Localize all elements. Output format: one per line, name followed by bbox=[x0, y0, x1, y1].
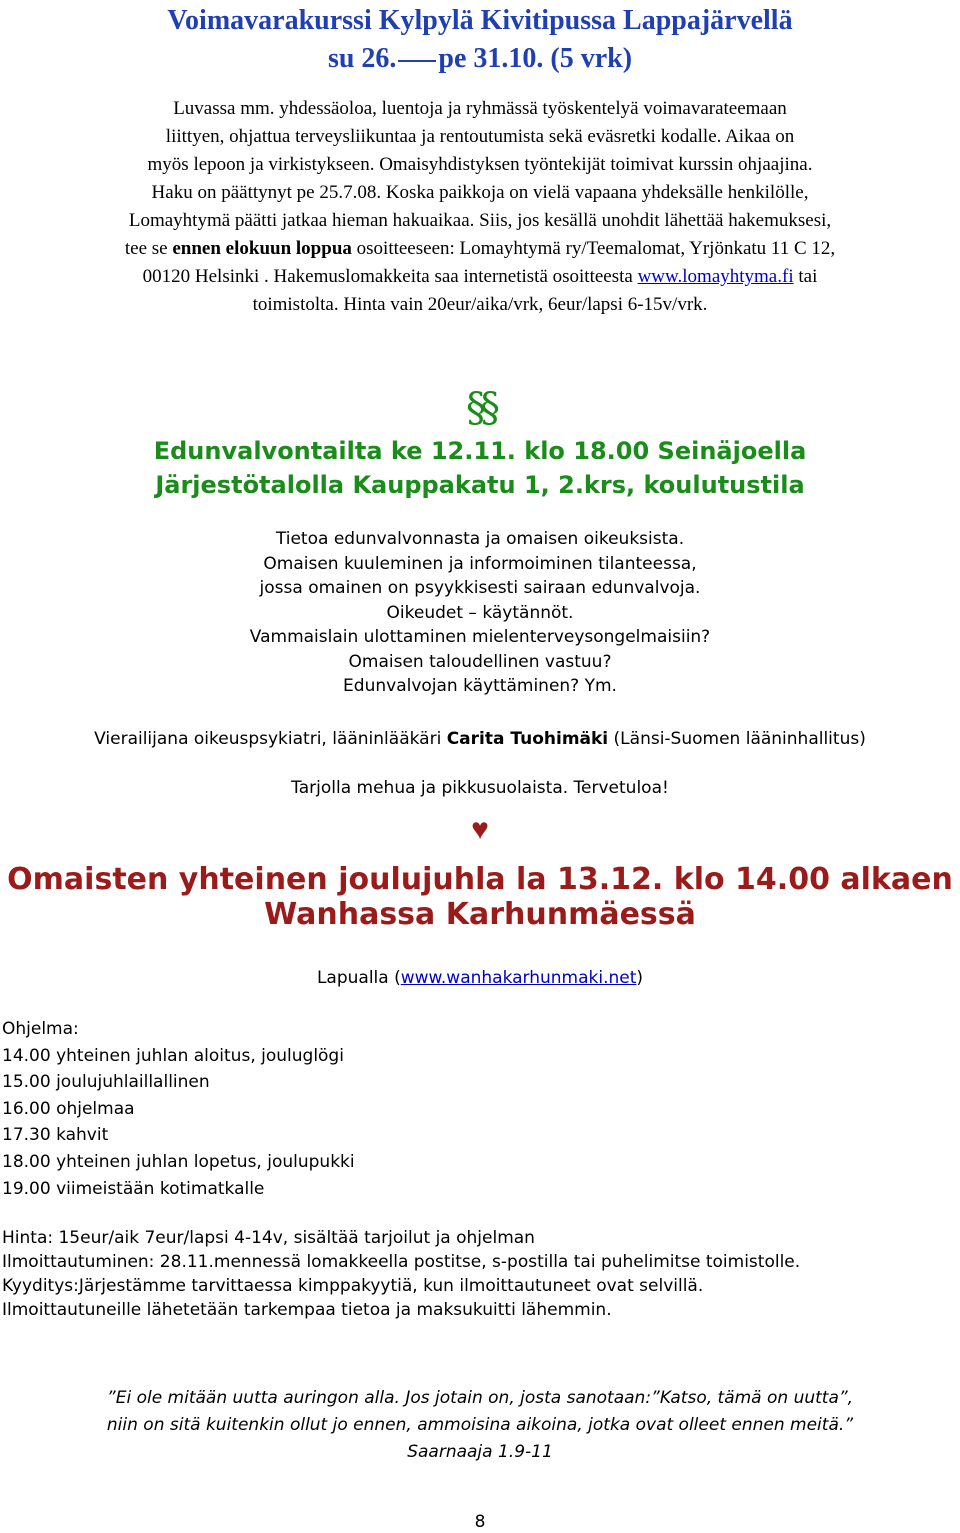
edunvalvonta-heading-line-1: Edunvalvontailta ke 12.11. klo 18.00 Seinäjoella bbox=[153, 437, 807, 465]
course-line-5: Lomayhtymä päätti jatkaa hieman hakuaikaa. Siis, jos kesällä unohdit lähettää hakemuksesi, bbox=[128, 210, 832, 231]
course-text: 00120 Helsinki . Hakemuslomakkeita saa internetistä osoitteesta bbox=[142, 266, 638, 287]
topic-line: Omaisen taloudellinen vastuu? bbox=[348, 651, 612, 672]
program-item: 19.00 viimeistään kotimatkalle bbox=[2, 1178, 265, 1199]
program-item: 18.00 yhteinen juhlan lopetus, joulupukki bbox=[2, 1151, 355, 1172]
price-line: Hinta: 15eur/aik 7eur/lapsi 4-14v, sisältää tarjoilut ja ohjelman bbox=[2, 1228, 535, 1248]
program-item: 17.30 kahvit bbox=[2, 1125, 109, 1146]
course-line-3: myös lepoon ja virkistykseen. Omaisyhdistyksen työntekijät toimivat kurssin ohjaajina. bbox=[147, 154, 813, 175]
refreshments-note: Tarjolla mehua ja pikkusuolaista. Tervetuloa! bbox=[291, 778, 669, 798]
quote-source: Saarnaaja 1.9-11 bbox=[407, 1442, 553, 1462]
course-line-7 bbox=[0, 263, 960, 291]
course-line-6 bbox=[0, 235, 960, 263]
event-details bbox=[2, 1226, 800, 1322]
joulujuhla-heading-line-2: Wanhassa Karhunmäessä bbox=[264, 897, 696, 932]
program-list bbox=[2, 1016, 355, 1202]
page-title bbox=[0, 2, 960, 78]
guest-name: Carita Tuohimäki bbox=[446, 729, 609, 749]
course-text: tai bbox=[793, 266, 818, 287]
program-item: 14.00 yhteinen juhlan aloitus, jouluglögi bbox=[2, 1045, 344, 1066]
topic-line: Omaisen kuuleminen ja informoiminen tilanteessa, bbox=[263, 553, 697, 574]
joulujuhla-heading bbox=[0, 862, 960, 932]
edunvalvonta-heading-line-2: Järjestötalolla Kauppakatu 1, 2.krs, koulutustila bbox=[155, 471, 805, 499]
topic-line: Tietoa edunvalvonnasta ja omaisen oikeuksista. bbox=[275, 529, 685, 549]
date-range-dash bbox=[398, 60, 436, 62]
topic-line: Oikeudet – käytännöt. bbox=[386, 602, 574, 623]
page-number: 8 bbox=[474, 1512, 486, 1532]
quote-line-2: niin on sitä kuitenkin ollut jo ennen, ammoisina aikoina, jotka ovat olleet ennen meitä.” bbox=[106, 1415, 854, 1435]
edunvalvonta-heading bbox=[0, 434, 960, 502]
venue-text: Lapualla ( bbox=[316, 968, 401, 988]
followup-line: Ilmoittautuneille lähetetään tarkempaa tietoa ja maksukuitti lähemmin. bbox=[2, 1300, 612, 1320]
topic-line: Vammaislain ulottaminen mielenterveysongelmaisiin? bbox=[249, 627, 711, 647]
title-line-2 bbox=[0, 40, 960, 78]
course-text: osoitteeseen: Lomayhtymä ry/Teemalomat, Yrjönkatu 11 C 12, bbox=[351, 238, 836, 259]
edunvalvonta-topics bbox=[0, 527, 960, 699]
ride-line: Kyyditys:Järjestämme tarvittaessa kimppakyytiä, kun ilmoittautuneet ovat selvillä. bbox=[2, 1276, 704, 1296]
lomayhtyma-link[interactable]: www.lomayhtyma.fi bbox=[637, 266, 794, 287]
guest-speaker bbox=[0, 727, 960, 752]
course-text: tee se bbox=[124, 238, 173, 259]
program-item: 16.00 ohjelmaa bbox=[2, 1098, 135, 1119]
guest-text: (Länsi-Suomen lääninhallitus) bbox=[608, 729, 866, 749]
program-item: 15.00 joulujuhlaillallinen bbox=[2, 1072, 210, 1093]
quote-line-1: ”Ei ole mitään uutta auringon alla. Jos jotain on, josta sanotaan:”Katso, tämä on uutta”, bbox=[106, 1388, 854, 1408]
registration-line: Ilmoittautuminen: 28.11.mennessä lomakkeella postitse, s-postilla tai puhelimitse toimistolle. bbox=[2, 1252, 801, 1272]
joulujuhla-heading-line-1: Omaisten yhteinen joulujuhla la 13.12. klo 14.00 alkaen bbox=[7, 862, 953, 897]
heart-icon: ♥ bbox=[471, 813, 489, 846]
topic-line: Edunvalvojan käyttäminen? Ym. bbox=[343, 676, 617, 696]
course-line-8: toimistolta. Hinta vain 20eur/aika/vrk, 6eur/lapsi 6-15v/vrk. bbox=[252, 294, 708, 315]
course-description bbox=[0, 95, 960, 319]
bible-quote bbox=[0, 1385, 960, 1466]
course-line-2: liittyen, ohjattua terveysliikuntaa ja rentoutumista sekä eväsretki kodalle. Aikaa on bbox=[165, 126, 795, 147]
guest-text: Vierailijana oikeuspsykiatri, lääninlääkäri bbox=[94, 729, 447, 749]
course-line-1: Luvassa mm. yhdessäoloa, luentoja ja ryhmässä työskentelyä voimavarateemaan bbox=[173, 98, 787, 119]
program-label: Ohjelma: bbox=[2, 1019, 79, 1039]
topic-line: jossa omainen on psyykkisesti sairaan edunvalvoja. bbox=[259, 578, 701, 598]
title-line-1: Voimavarakurssi Kylpylä Kivitipussa Lappajärvellä bbox=[167, 5, 793, 36]
wanhakarhunmaki-link[interactable]: www.wanhakarhunmaki.net bbox=[400, 968, 637, 988]
deadline-emphasis: ennen elokuun loppua bbox=[172, 238, 352, 259]
title-date-start: su 26. bbox=[327, 43, 397, 74]
course-line-4: Haku on päättynyt pe 25.7.08. Koska paikkoja on vielä vapaana yhdeksälle henkilölle, bbox=[151, 182, 809, 203]
venue-line bbox=[0, 966, 960, 991]
title-date-end: pe 31.10. (5 vrk) bbox=[438, 43, 633, 74]
section-sign-icon: §§ bbox=[466, 385, 494, 431]
venue-text: ) bbox=[636, 968, 644, 988]
